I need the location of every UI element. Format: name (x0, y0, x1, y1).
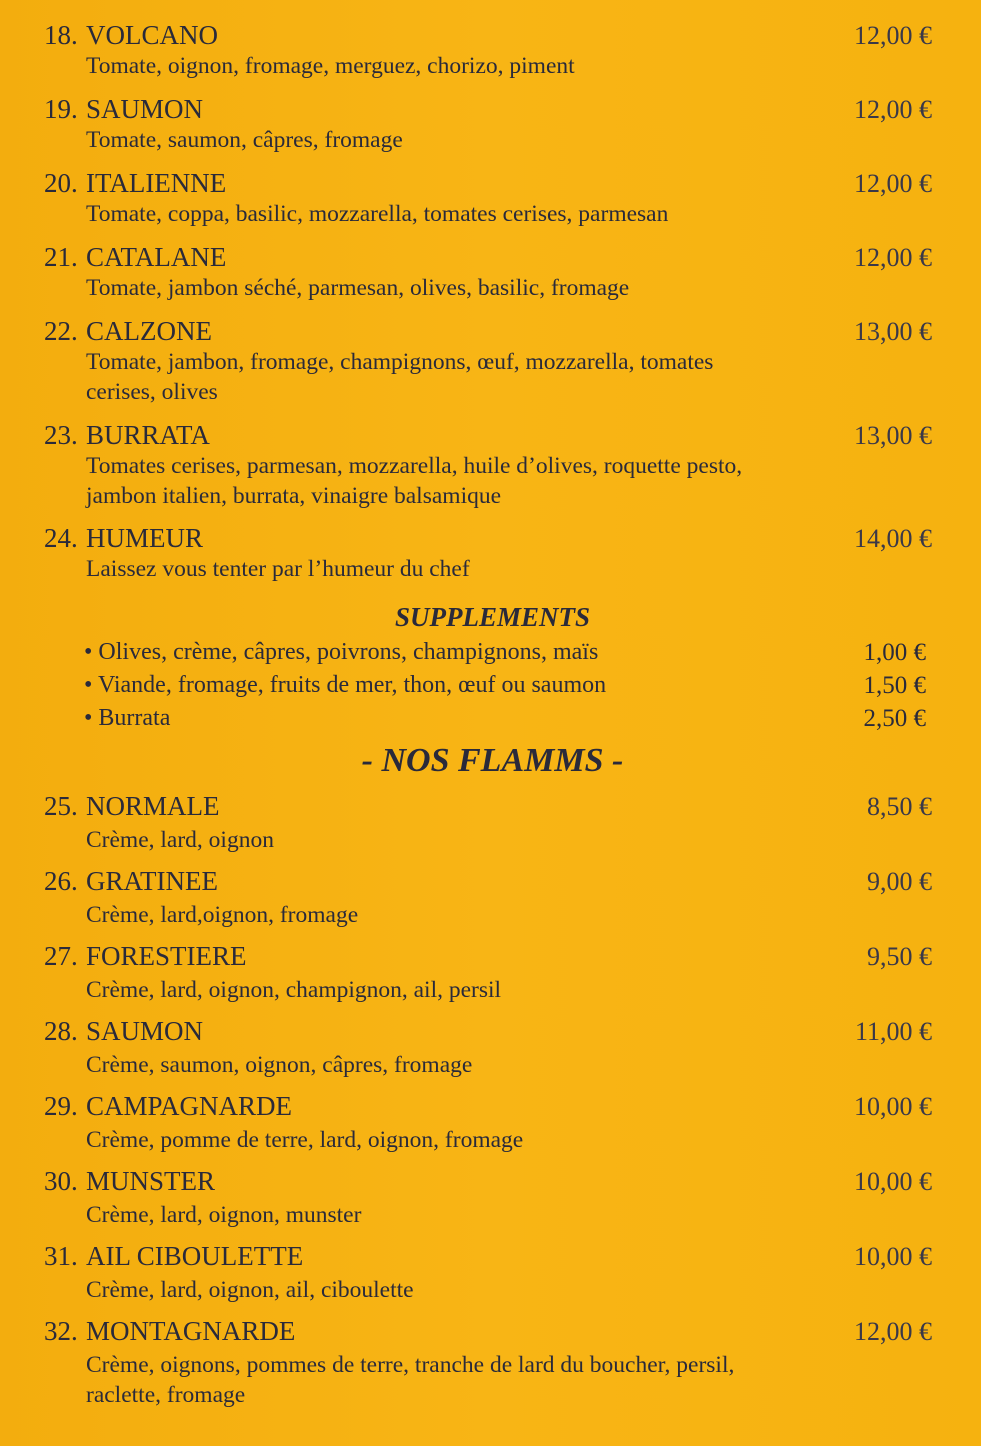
item-price: 13,00 € (854, 421, 932, 450)
supplement-price: 2,50 € (863, 705, 926, 732)
item-description: Tomate, oignon, fromage, merguez, chorizo, piment (86, 53, 575, 79)
item-name: HUMEUR (86, 523, 204, 553)
menu-item (44, 94, 934, 155)
item-description: Tomates cerises, parmesan, mozzarella, huile d’olives, roquette pesto, jambon italien, burrata, vinaigre balsamique (86, 453, 743, 509)
item-name: AIL CIBOULETTE (86, 1241, 304, 1271)
item-name: CAMPAGNARDE (86, 1091, 293, 1121)
item-price: 12,00 € (854, 95, 932, 124)
item-price: 12,00 € (854, 169, 932, 198)
item-price: 11,00 € (854, 1017, 932, 1046)
item-price: 12,00 € (854, 21, 932, 50)
item-description: Crème, saumon, oignon, câpres, fromage (86, 1052, 473, 1078)
item-price: 12,00 € (854, 243, 932, 272)
menu-item (44, 523, 934, 584)
menu-item (44, 168, 934, 229)
item-price: 14,00 € (854, 524, 932, 553)
item-number: 26. (44, 866, 78, 896)
supplement-label: • Burrata (84, 705, 171, 731)
supplement-price: 1,00 € (863, 639, 926, 666)
item-number: 31. (44, 1241, 78, 1271)
item-number: 24. (44, 523, 78, 553)
item-number: 29. (44, 1091, 78, 1121)
item-price: 8,50 € (867, 792, 932, 821)
item-description: Crème, lard, oignon, champignon, ail, persil (86, 977, 502, 1003)
item-number: 30. (44, 1166, 78, 1196)
item-name: MONTAGNARDE (86, 1316, 296, 1346)
item-description: Crème, lard,oignon, fromage (86, 902, 359, 928)
supplement-label: • Olives, crème, câpres, poivrons, champignons, maïs (84, 639, 599, 665)
item-number: 32. (44, 1316, 78, 1346)
item-price: 10,00 € (854, 1167, 932, 1196)
flamms-title: - NOS FLAMMS - (361, 742, 624, 779)
item-number: 23. (44, 420, 78, 450)
item-description: Crème, lard, oignon, munster (86, 1202, 362, 1228)
item-name: SAUMON (86, 1016, 204, 1046)
item-name: NORMALE (86, 791, 220, 821)
item-description: Crème, pomme de terre, lard, oignon, fromage (86, 1127, 524, 1153)
item-description: Crème, lard, oignon, ail, ciboulette (86, 1277, 414, 1303)
item-name: BURRATA (86, 420, 210, 450)
item-price: 13,00 € (854, 317, 932, 346)
menu-item (44, 1091, 934, 1155)
menu-item (44, 242, 934, 303)
menu-item (44, 1166, 934, 1230)
menu-item (44, 866, 934, 930)
item-price: 9,00 € (867, 867, 932, 896)
menu-item (44, 20, 934, 81)
item-number: 28. (44, 1016, 78, 1046)
item-name: MUNSTER (86, 1166, 216, 1196)
supplement-label: • Viande, fromage, fruits de mer, thon, œuf ou saumon (84, 672, 607, 698)
menu-item (44, 791, 934, 855)
supplement-row (84, 669, 926, 702)
supplements-title: SUPPLEMENTS (394, 602, 591, 632)
item-number: 25. (44, 791, 78, 821)
item-description: Tomate, saumon, câpres, fromage (86, 127, 403, 153)
supplement-row (84, 702, 926, 735)
menu-item (44, 420, 934, 511)
menu-item (44, 316, 934, 407)
item-price: 10,00 € (854, 1092, 932, 1121)
item-name: CALZONE (86, 316, 212, 346)
item-number: 19. (44, 94, 78, 124)
item-number: 27. (44, 941, 78, 971)
item-description: Laissez vous tenter par l’humeur du chef (86, 556, 470, 582)
menu-item (44, 1016, 934, 1080)
item-price: 10,00 € (854, 1242, 932, 1271)
supplement-row (84, 636, 926, 669)
item-name: GRATINEE (86, 866, 218, 896)
item-price: 9,50 € (867, 942, 932, 971)
item-price: 12,00 € (854, 1317, 932, 1346)
item-description: Crème, lard, oignon (86, 827, 274, 853)
item-name: FORESTIERE (86, 941, 247, 971)
menu-item (44, 1241, 934, 1305)
menu-item (44, 941, 934, 1005)
supplement-price: 1,50 € (863, 672, 926, 699)
item-number: 22. (44, 316, 78, 346)
item-name: CATALANE (86, 242, 227, 272)
supplements-list (84, 636, 926, 735)
item-description: Tomate, jambon, fromage, champignons, œuf, mozzarella, tomates cerises, olives (86, 349, 714, 405)
item-name: SAUMON (86, 94, 204, 124)
item-description: Crème, oignons, pommes de terre, tranche de lard du boucher, persil, raclette, fromage (86, 1352, 735, 1408)
item-number: 21. (44, 242, 78, 272)
item-description: Tomate, coppa, basilic, mozzarella, tomates cerises, parmesan (86, 201, 669, 227)
item-name: ITALIENNE (86, 168, 227, 198)
menu-item (44, 1316, 934, 1410)
item-description: Tomate, jambon séché, parmesan, olives, basilic, fromage (86, 275, 630, 301)
item-number: 18. (44, 20, 78, 50)
item-number: 20. (44, 168, 78, 198)
item-name: VOLCANO (86, 20, 218, 50)
